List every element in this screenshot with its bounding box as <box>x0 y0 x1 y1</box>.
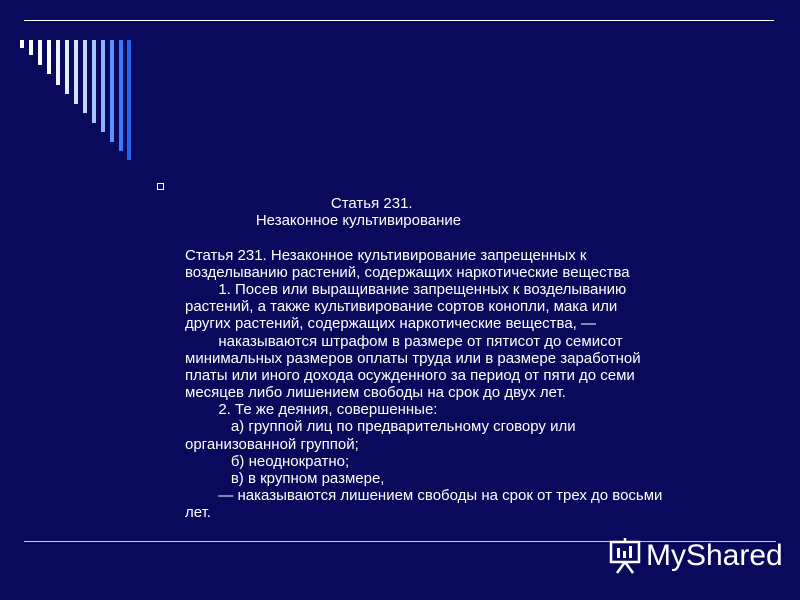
stripe <box>74 40 78 104</box>
presentation-board-icon <box>608 537 642 575</box>
stripe <box>119 40 123 151</box>
text-line: а) группой лиц по предварительному сговору или <box>185 418 576 436</box>
stripe <box>101 40 105 132</box>
text-line: — наказываются лишением свободы на срок от трех до восьми <box>185 487 663 505</box>
text-line: Незаконное культивирование <box>185 212 462 230</box>
text-line: 1. Посев или выращивание запрещенных к возделыванию <box>185 280 627 298</box>
text-line: б) неоднократно; <box>185 452 350 470</box>
text-line <box>185 229 775 246</box>
text-line: организованной группой; <box>185 435 359 453</box>
stripe <box>65 40 69 94</box>
stripe <box>38 40 42 65</box>
bullet-square-icon <box>157 183 164 190</box>
article-text <box>185 195 775 522</box>
stripe <box>127 40 131 160</box>
text-line: минимальных размеров оплаты труда или в размере заработной <box>185 349 641 367</box>
stripe <box>56 40 60 85</box>
text-line: наказываются штрафом в размере от пятисот до семисот <box>185 332 623 350</box>
text-line: Статья 231. Незаконное культивирование запрещенных к <box>185 246 587 264</box>
text-line: лет. <box>185 504 211 522</box>
logo-text: MyShared <box>646 539 783 572</box>
text-line: возделыванию растений, содержащих наркотические вещества <box>185 263 630 281</box>
watermark-logo[interactable] <box>608 536 783 576</box>
text-line: других растений, содержащих наркотические вещества, — <box>185 315 597 333</box>
text-line: Статья 231. <box>185 195 413 212</box>
stripe <box>29 40 33 55</box>
top-rule <box>24 20 774 21</box>
stripe <box>110 40 114 142</box>
stripe <box>20 40 24 48</box>
stripe <box>47 40 51 74</box>
text-line: растений, а также культивирование сортов конопли, мака или <box>185 298 618 316</box>
stripe <box>83 40 87 113</box>
stripe <box>92 40 96 123</box>
text-line: платы или иного дохода осужденного за период от пяти до семи <box>185 366 635 384</box>
text-line: месяцев либо лишением свободы на срок до двух лет. <box>185 384 566 402</box>
text-line: в) в крупном размере, <box>185 470 385 487</box>
text-line: 2. Те же деяния, совершенные: <box>185 401 438 419</box>
